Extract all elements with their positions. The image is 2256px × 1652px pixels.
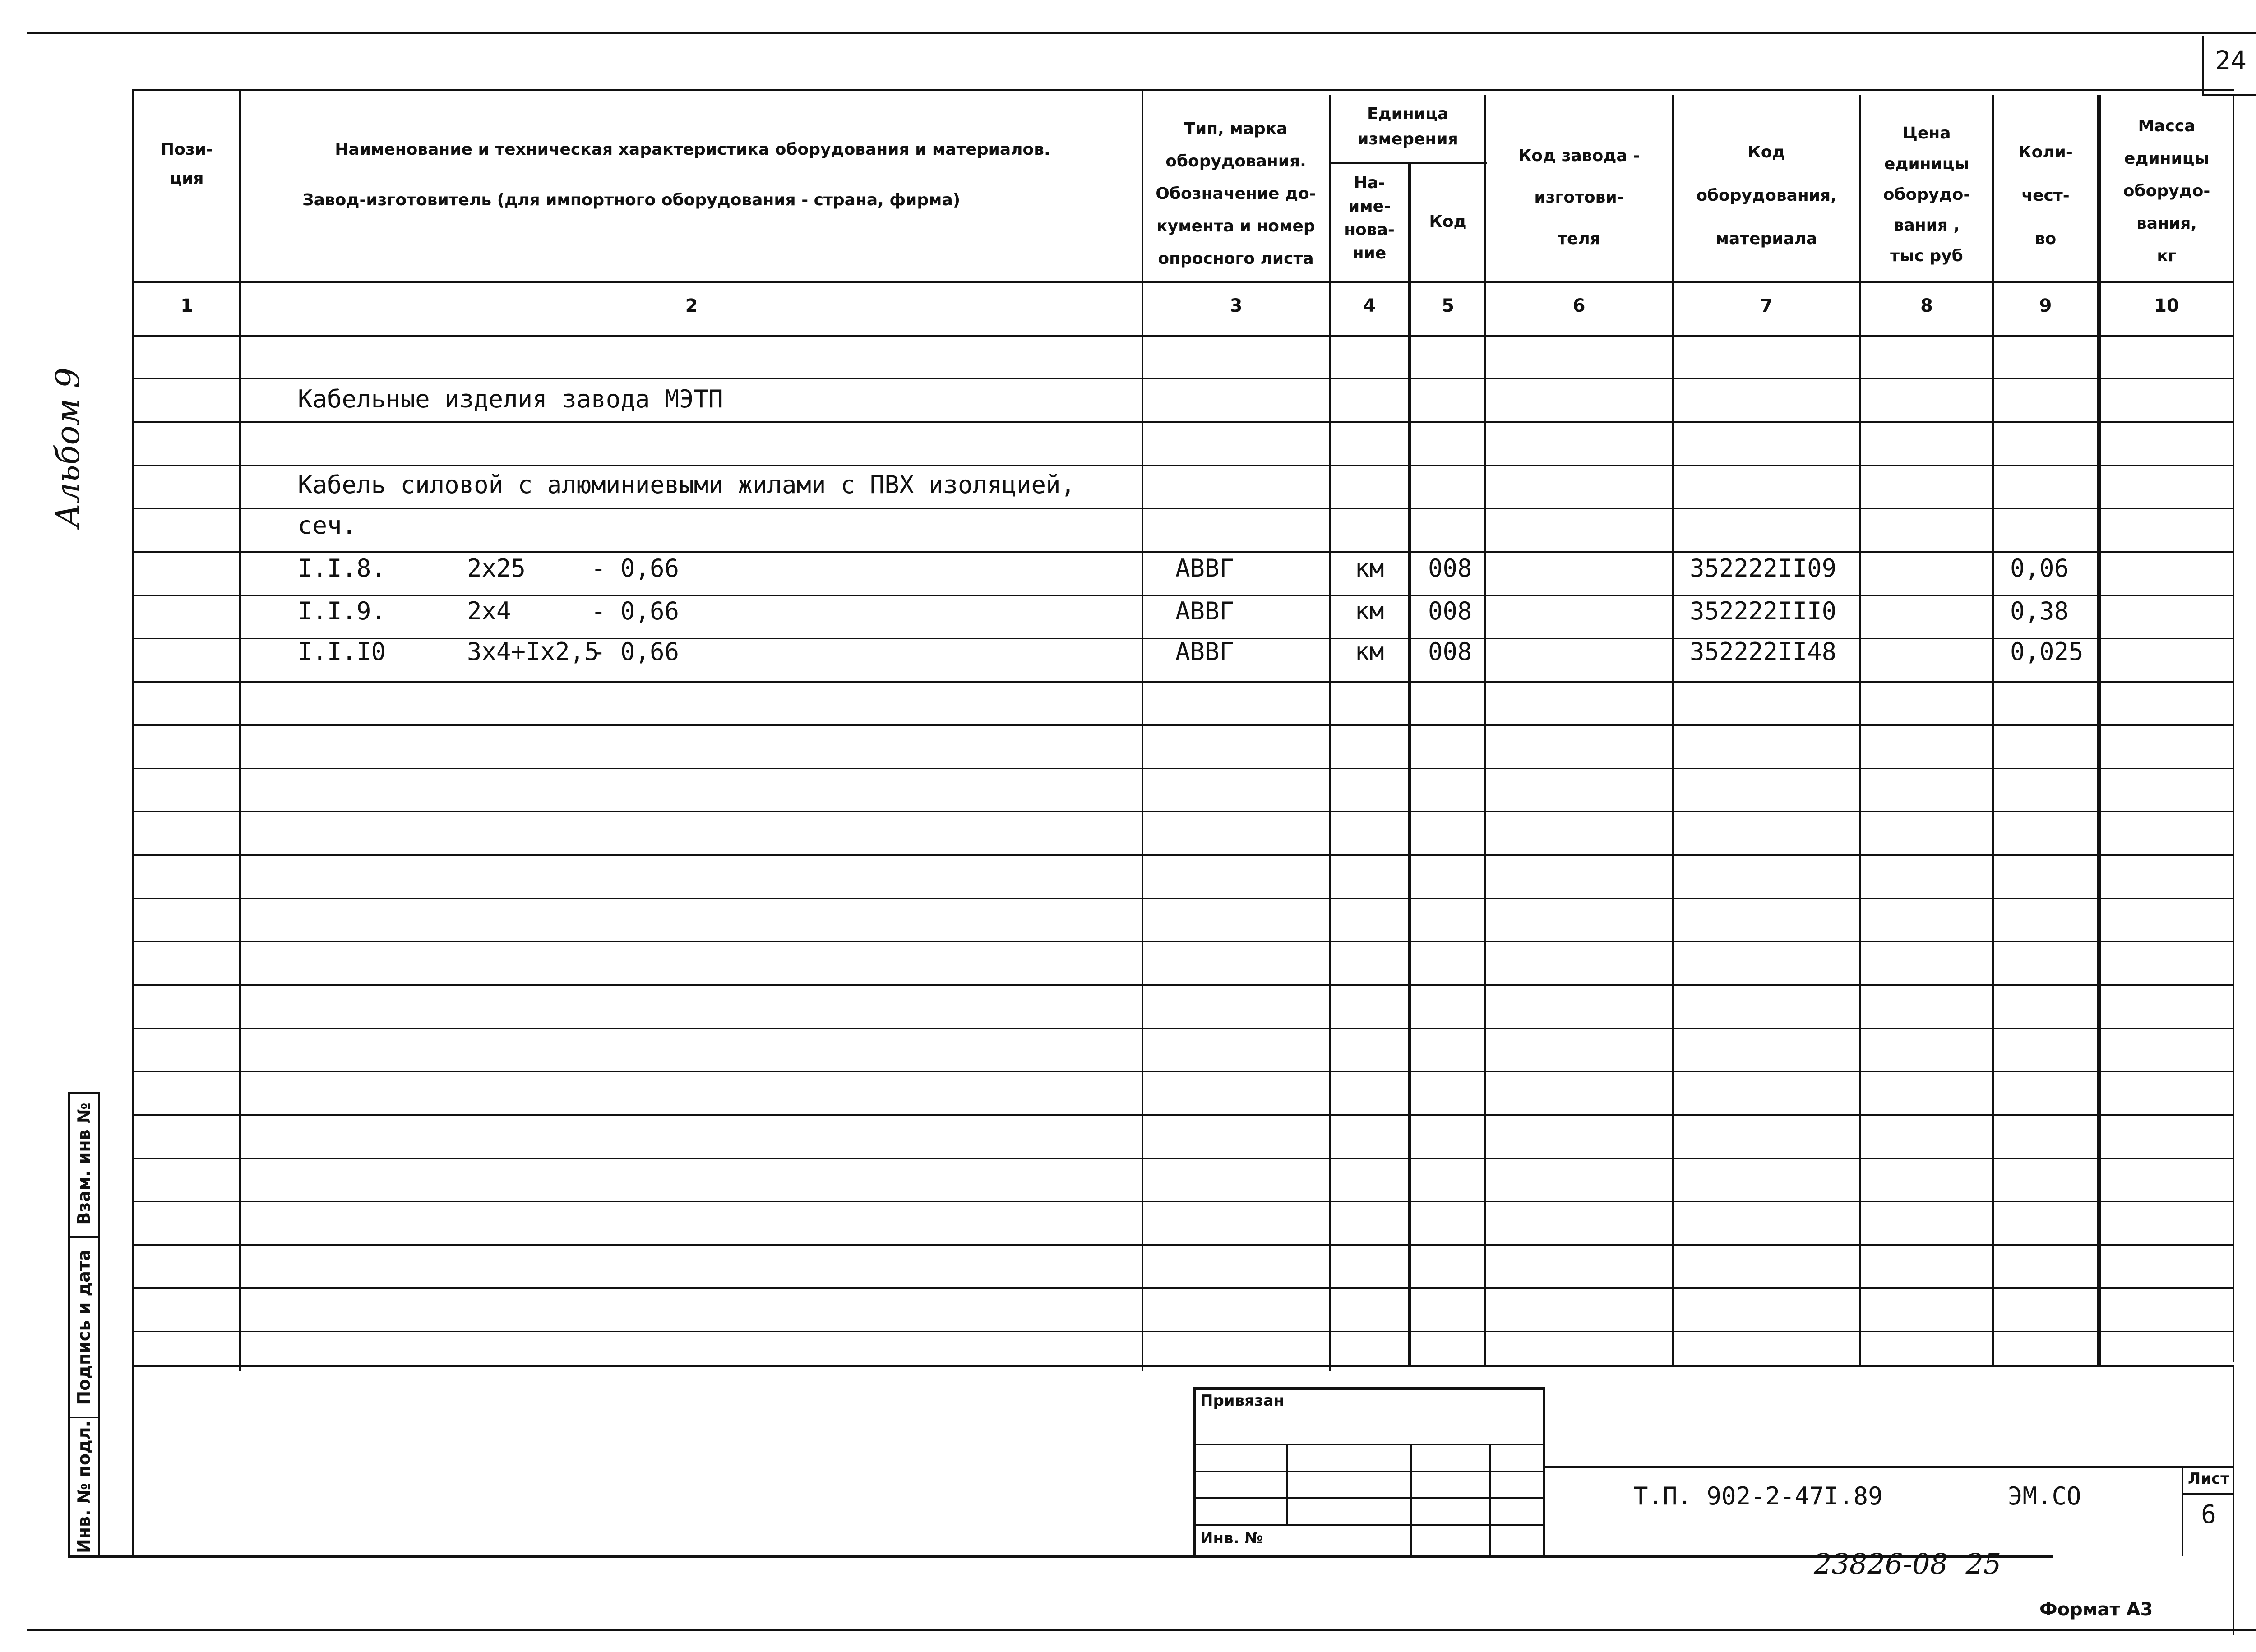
col-line-5 [1484,95,1486,1367]
item-mat-code: 352222II09 [1690,554,1837,582]
table-row [132,1244,2234,1246]
table-row [132,854,2234,856]
item-unit: км [1355,637,1384,666]
table-row [132,724,2234,726]
header-bottom [132,281,2234,283]
header-col4: На- име- нова- ние [1344,174,1395,263]
header-col5: Код [1429,212,1467,231]
col-line-3 [1329,95,1331,1371]
tb-priv-top [1193,1387,1545,1390]
tb-row1 [1193,1444,1545,1445]
tb-v2 [1410,1444,1412,1556]
colnum-9: 9 [2039,295,2052,316]
tb-v3 [1489,1444,1491,1556]
item-type: АВВГ [1175,637,1234,666]
tb-mark: ЭМ.СО [2008,1482,2081,1510]
table-row [132,811,2234,812]
table-row [132,508,2234,509]
item-unit: км [1355,554,1384,582]
header-col2-line1: Наименование и техническая характеристика оборудования и материалов. [335,140,1050,159]
colnum-8: 8 [1920,295,1933,316]
col-line-8 [1992,95,1994,1367]
item-code: 008 [1428,554,1472,582]
colnum-2: 2 [685,295,698,316]
stamp-mid [98,1092,100,1556]
colnum-4: 4 [1363,295,1376,316]
unit-group-split [1329,162,1487,164]
tb-row2 [1193,1471,1545,1472]
tb-sheet-number: 6 [2201,1500,2216,1529]
desc-line2: сеч. [298,511,357,540]
item-voltage: - 0,66 [591,597,680,625]
item-pos: I.I.9. [298,597,386,625]
col-line-6 [1672,95,1674,1367]
table-bottom [132,1365,2234,1367]
item-type: АВВГ [1175,597,1234,625]
stamp-inv: Инв. № подл. [74,1420,94,1554]
stamp-vzam: Взам. инв № [74,1103,94,1225]
table-row [132,898,2234,899]
item-mat-code: 352222II48 [1690,637,1837,666]
col-line-4 [1408,162,1411,1367]
item-section: 2х4 [467,597,511,625]
table-row [132,681,2234,683]
header-col1: Пози- ция [161,140,213,188]
header-col7: Код оборудования, материала [1696,143,1837,248]
tb-row3 [1193,1497,1545,1499]
item-type: АВВГ [1175,554,1234,582]
table-row [132,1201,2234,1202]
table-row [132,984,2234,986]
item-qty: 0,06 [2010,554,2069,582]
section-title: Кабельные изделия завода МЭТП [298,385,723,413]
tb-sheet-label: Лист [2188,1470,2229,1488]
col-line-7 [1859,95,1861,1367]
tb-sheet-left [2182,1466,2183,1556]
header-col8: Цена единицы оборудо- вания , тыс руб [1883,124,1970,265]
col-line-1 [239,90,241,1371]
tb-row4 [1193,1524,1545,1526]
album-note: Альбом 9 [49,367,87,528]
item-voltage: - 0,66 [591,637,680,666]
item-unit: км [1355,597,1384,625]
header-col2-line2: Завод-изготовитель (для импортного оборудования - страна, фирма) [302,191,961,209]
item-section: 3х4+Iх2,5 [467,637,599,666]
item-code: 008 [1428,637,1472,666]
desc-line1: Кабель силовой с алюминиевыми жилами с ПВХ изоляцией, [298,471,1076,499]
table-row [132,1331,2234,1332]
page-number-box-bottom [2202,94,2256,96]
header-col6: Код завода - изготови- теля [1518,147,1640,248]
tb-inv-no: Инв. № [1200,1529,1263,1547]
table-row [132,1028,2234,1029]
stamp-number: 23826-08 25 [1814,1547,2002,1580]
col-line-10 [2233,95,2234,1362]
table-row [132,1114,2234,1116]
colnum-10: 10 [2154,295,2179,316]
tb-main-top [1543,1466,2233,1468]
header-col9: Коли- чест- во [2018,143,2073,248]
item-code: 008 [1428,597,1472,625]
format-label: Формат А3 [2039,1599,2153,1620]
item-qty: 0,025 [2010,637,2084,666]
stamp-left [68,1092,70,1556]
colnum-3: 3 [1230,295,1243,316]
colnum-6: 6 [1572,295,1586,316]
item-section: 2х25 [467,554,526,582]
numbers-bottom [132,335,2234,337]
item-voltage: - 0,66 [591,554,680,582]
col-line-9 [2097,95,2101,1367]
stamp-bottom [68,1555,2053,1558]
header-top [132,89,2234,91]
tb-privyazan: Привязан [1200,1392,1285,1410]
colnum-7: 7 [1760,295,1773,316]
item-qty: 0,38 [2010,597,2069,625]
table-row [132,1287,2234,1289]
stamp-podpis: Подпись и дата [74,1249,94,1405]
tb-sheet-div [2182,1493,2233,1495]
header-unit-group: Единица измерения [1357,105,1458,148]
bottom-line [27,1629,2256,1631]
item-mat-code: 352222III0 [1690,597,1837,625]
col-line-2 [1142,90,1143,1371]
colnum-5: 5 [1442,295,1454,316]
item-pos: I.I.8. [298,554,386,582]
colnum-1: 1 [180,295,193,316]
table-row [132,768,2234,769]
top-border [27,32,2256,34]
item-pos: I.I.I0 [298,637,386,666]
page-number: 24 [2215,45,2247,76]
lower-frame-left [132,1367,134,1556]
table-row [132,941,2234,942]
tb-doc-code: Т.П. 902-2-47I.89 [1633,1482,1883,1510]
table-row [132,1158,2234,1159]
header-col10: Масса единицы оборудо- вания, кг [2123,117,2210,265]
table-row [132,1071,2234,1072]
tb-v1 [1286,1444,1288,1525]
header-col3: Тип, марка оборудования. Обозначение до- кумента и номер опросного листа [1156,120,1316,268]
table-row [132,421,2234,423]
